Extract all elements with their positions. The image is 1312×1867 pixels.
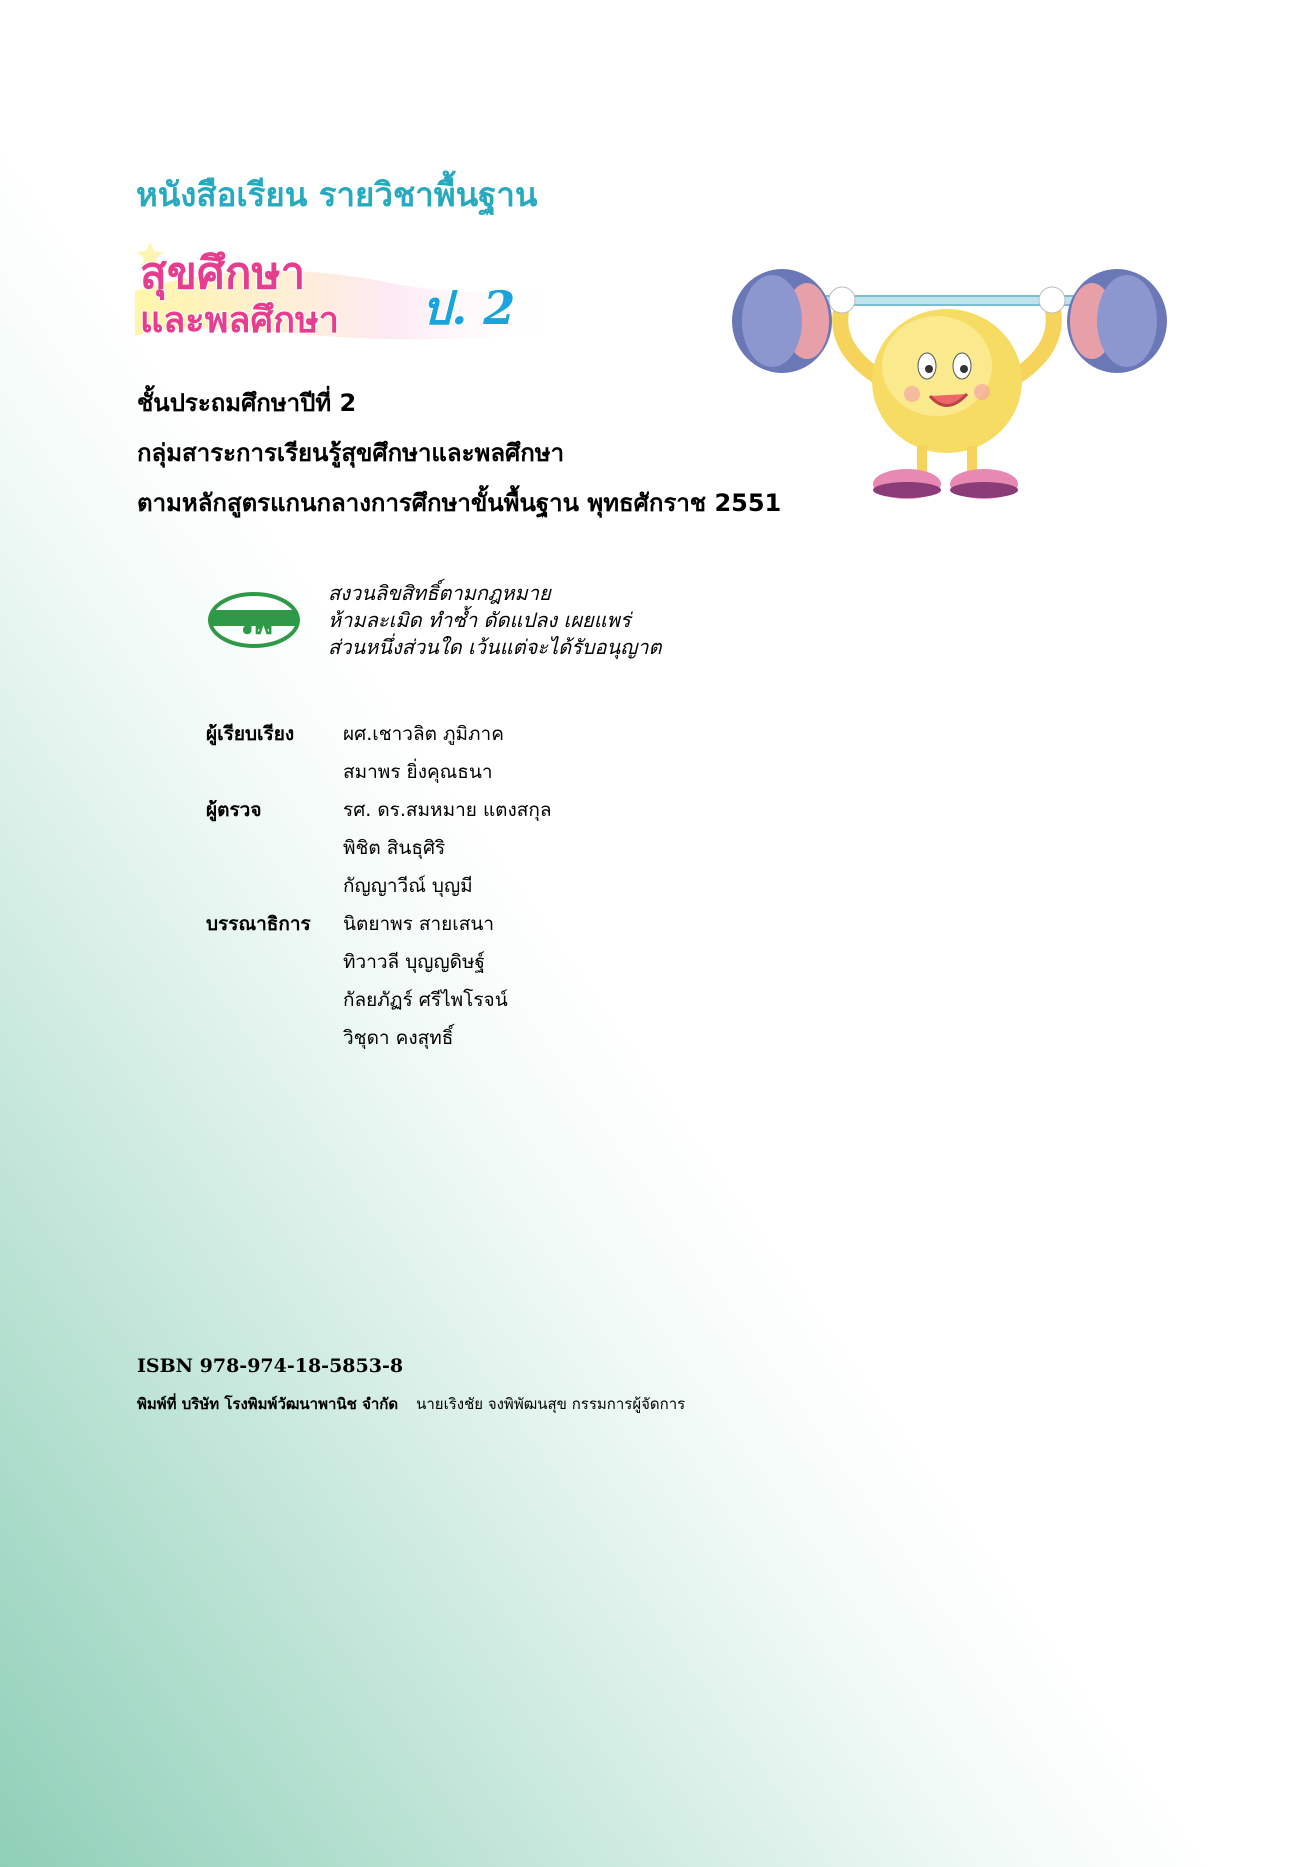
credit-row (206, 753, 552, 791)
seal-text: วพ (235, 606, 273, 641)
credits-list (206, 715, 552, 1057)
credit-name: วิชุดา คงสุทธิ์ (343, 1027, 454, 1049)
credit-row (206, 1019, 552, 1057)
credit-row (206, 867, 552, 905)
credit-role: ผู้เรียบเรียง (206, 723, 295, 745)
copyright-line: ส่วนหนึ่งส่วนใด เว้นแต่จะได้รับอนุญาต (328, 635, 662, 659)
credit-row (206, 715, 552, 753)
credit-role (206, 981, 343, 1019)
credit-name: ทิวาวลี บุญญดิษฐ์ (343, 951, 485, 973)
grade-level: ชั้นประถมศึกษาปีที่ 2 (137, 389, 357, 417)
copyright-line: สงวนลิขสิทธิ์ตามกฎหมาย (328, 581, 551, 605)
credit-name: พิชิต สินธุศิริ (343, 837, 446, 859)
credit-role (206, 829, 343, 867)
book-title-logo (130, 236, 560, 346)
book-info (137, 378, 781, 528)
credit-role: ผู้ตรวจ (206, 799, 262, 821)
credit-role (206, 1019, 343, 1057)
series-title: หนังสือเรียน รายวิชาพื้นฐาน (136, 175, 538, 214)
credit-name: ผศ.เชาวลิต ภูมิภาค (343, 723, 504, 745)
credit-role (206, 943, 343, 981)
credit-role: บรรณาธิการ (206, 913, 311, 935)
learning-area: กลุ่มสาระการเรียนรู้สุขศึกษาและพลศึกษา (137, 439, 565, 467)
printer-info (137, 1392, 685, 1416)
credit-role (206, 867, 343, 905)
credit-row (206, 905, 552, 943)
isbn: ISBN 978-974-18-5853-8 (137, 1355, 404, 1377)
curriculum: ตามหลักสูตรแกนกลางการศึกษาขั้นพื้นฐาน พุทธศักราช 2551 (137, 489, 782, 517)
credit-role (206, 753, 343, 791)
printed-by: พิมพ์ที่ บริษัท โรงพิมพ์วัฒนาพานิช จำกัด (137, 1395, 399, 1413)
credit-row (206, 829, 552, 867)
book-title-line2: และพลศึกษา (140, 300, 339, 341)
credit-row (206, 981, 552, 1019)
publisher: นายเริงชัย จงพิพัฒนสุข กรรมการผู้จัดการ (416, 1395, 686, 1413)
credit-name: กัญญาวีณ์ บุญมี (343, 875, 473, 897)
copyright-line: ห้ามละเมิด ทำซ้ำ ดัดแปลง เผยแพร่ (328, 608, 631, 632)
book-title-line1: สุขศึกษา (140, 248, 306, 299)
credit-name: นิตยาพร สายเสนา (343, 913, 495, 935)
credit-row (206, 943, 552, 981)
credit-name: กัลยภัฏร์ ศรีไพโรจน์ (343, 989, 508, 1011)
credit-row (206, 791, 552, 829)
grade-badge: ป. 2 (422, 281, 516, 335)
credit-name: รศ. ดร.สมหมาย แตงสกุล (343, 799, 552, 821)
copyright-notice (328, 580, 661, 661)
weightlifting-mascot-icon (712, 266, 1182, 506)
copyright-seal-icon (208, 592, 300, 648)
credit-name: สมาพร ยิ่งคุณธนา (343, 761, 493, 783)
